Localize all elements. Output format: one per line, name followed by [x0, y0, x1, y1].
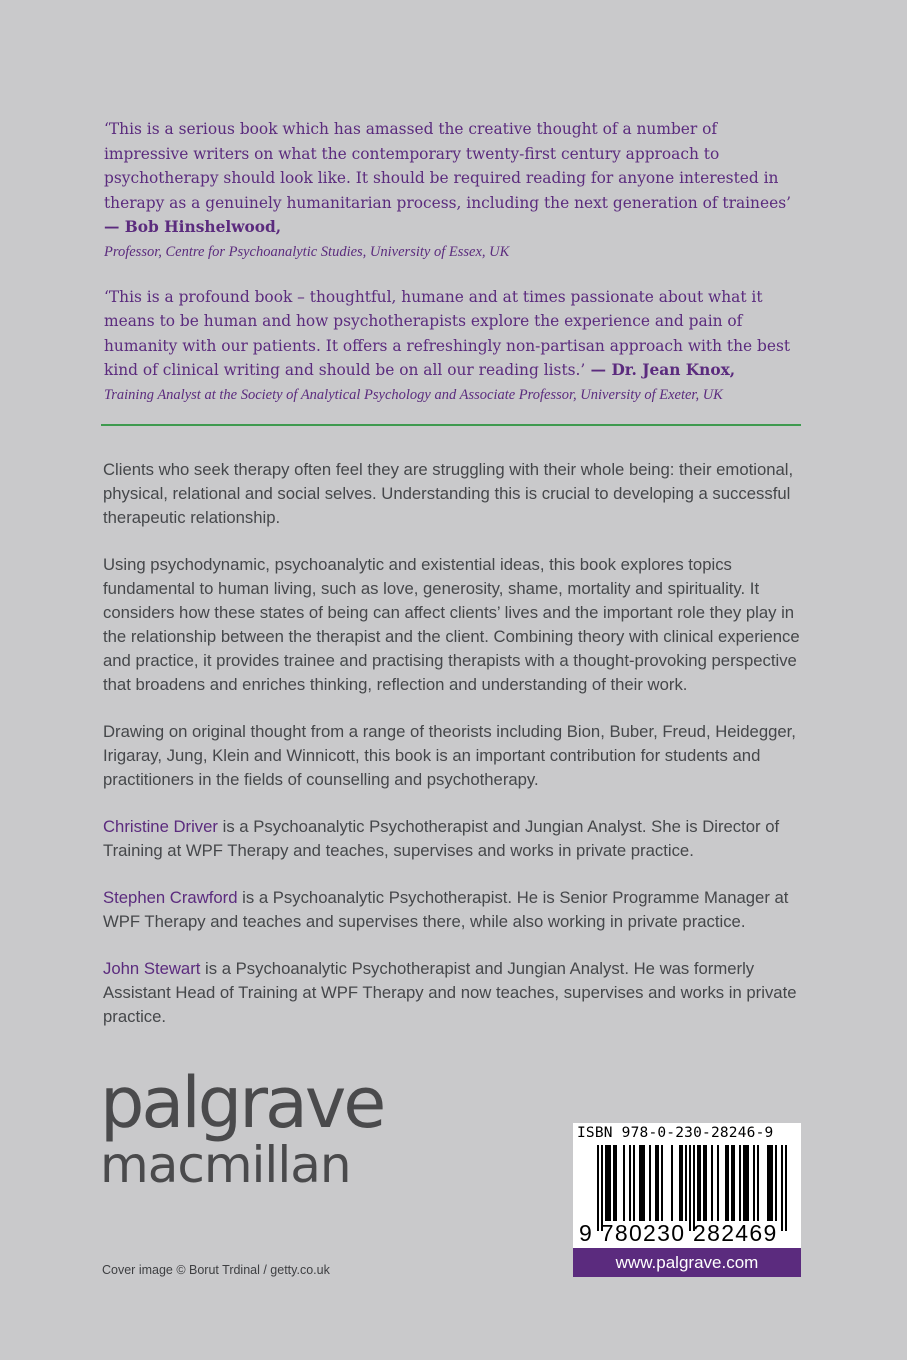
endorsement-text: ‘This is a serious book which has amassed the creative thought of a number of impressive writers on what the contemporary twenty-first century approach to psychotherapy should look like. It should be required reading for anyone interested in therapy as a genuinely humanitarian process, including the next generation of trainees’ [104, 120, 791, 212]
endorsement-author-role: Training Analyst at the Society of Analytical Psychology and Associate Professor, University of Exeter, UK [104, 386, 723, 403]
barcode-bar [689, 1145, 691, 1231]
endorsement-author: Dr. Jean Knox, [611, 361, 736, 379]
author-bio: is a Psychoanalytic Psychotherapist and Jungian Analyst. He was formerly Assistant Head of Training at WPF Therapy and now teaches, supervises and works in private practice. [103, 959, 797, 1026]
barcode-bar [703, 1145, 705, 1221]
barcode-bar [705, 1145, 707, 1221]
endorsement-dash: — [585, 361, 612, 379]
barcode-bar [727, 1145, 729, 1221]
author-name: Christine Driver [103, 817, 218, 836]
barcode-bar [601, 1145, 603, 1231]
endorsement-dash: — [104, 218, 125, 236]
author-bio-stewart [103, 957, 808, 1029]
barcode-bar [639, 1145, 641, 1221]
barcode-bar [775, 1145, 777, 1221]
publisher-logo-line1: palgrave [100, 1062, 384, 1144]
barcode-bar [767, 1145, 769, 1221]
barcode-bar [747, 1145, 749, 1221]
author-bio: is a Psychoanalytic Psychotherapist. He is Senior Programme Manager at WPF Therapy and teaches and supervises there, while also working in private practice. [103, 888, 789, 931]
barcode-bar [597, 1145, 599, 1231]
publisher-website[interactable]: www.palgrave.com [573, 1248, 801, 1277]
barcode-bar [641, 1145, 643, 1221]
barcode-bar [711, 1145, 713, 1221]
author-bio-crawford [103, 886, 808, 934]
publisher-logo [100, 1062, 384, 1194]
barcode-bar [757, 1145, 759, 1221]
barcode-bar [605, 1145, 607, 1221]
isbn-barcode [573, 1123, 801, 1248]
barcode-bar [771, 1145, 773, 1221]
endorsements [104, 117, 804, 428]
barcode-bar [623, 1145, 625, 1221]
endorsement-author: Bob Hinshelwood, [124, 218, 282, 236]
barcode-bar [629, 1145, 631, 1221]
description-paragraph: Drawing on original thought from a range of theorists including Bion, Buber, Freud, Heidegger, Irigaray, Jung, Klein and Winnicott, this book is an important contribution for students and practitioners in the fields of counselling and psychotherapy. [103, 722, 796, 789]
barcode-bar [615, 1145, 617, 1221]
barcode-bar [685, 1145, 687, 1221]
barcode-bar [649, 1145, 651, 1221]
barcode-bar [699, 1145, 701, 1221]
barcode-bar [661, 1145, 663, 1221]
isbn-label: ISBN 978-0-230-28246-9 [577, 1125, 774, 1141]
barcode-bar [609, 1145, 611, 1221]
barcode-bar [671, 1145, 673, 1221]
barcode-bar [769, 1145, 771, 1221]
author-name: Stephen Crawford [103, 888, 238, 907]
barcode-bar [731, 1145, 733, 1221]
barcode-bar [717, 1145, 719, 1221]
cover-image-credit: Cover image © Borut Trdinal / getty.co.uk [102, 1263, 330, 1277]
barcode-bar [725, 1145, 727, 1221]
barcode-bar [697, 1145, 699, 1221]
barcode-bar [781, 1145, 783, 1231]
publisher-logo-line2: macmillan [100, 1136, 351, 1194]
barcode-bar [679, 1145, 681, 1221]
barcode-bar [733, 1145, 735, 1221]
barcode-bar [681, 1145, 683, 1221]
barcode-bar [607, 1145, 609, 1221]
barcode-bar [739, 1145, 741, 1221]
barcode-bar [655, 1145, 657, 1221]
barcode-bar [613, 1145, 615, 1221]
endorsement-text: ‘This is a profound book – thoughtful, humane and at times passionate about what it means to be human and how psychotherapists explore the experience and pain of humanity with our patients. It offers a refreshingly non-partisan approach with the best kind of clinical writing and should be on all our reading lists.’ [104, 287, 791, 379]
description-paragraph: Using psychodynamic, psychoanalytic and existential ideas, this book explores topics fundamental to human living, such as love, generosity, shame, mortality and spirituality. It considers how these states of being can affect clients’ lives and the important role they play in the relationship between the therapist and the client. Combining theory with clinical experience and practice, it provides trainee and practising therapists with a thought-provoking perspective that broadens and enriches thinking, reflection and understanding of their work. [103, 555, 800, 694]
ean-digits: 9 780230 282469 [579, 1220, 778, 1246]
author-name: John Stewart [103, 959, 201, 978]
description-paragraph: Clients who seek therapy often feel they are struggling with their whole being: their emotional, physical, relational and social selves. Understanding this is crucial to developing a successful therapeutic relationship. [103, 460, 794, 527]
barcode-bar [633, 1145, 635, 1221]
barcode-bar [657, 1145, 659, 1221]
endorsement-knox [104, 285, 804, 406]
endorsement-hinshelwood [104, 117, 804, 263]
endorsement-author-role: Professor, Centre for Psychoanalytic Studies, University of Essex, UK [104, 243, 510, 260]
section-divider [101, 424, 801, 426]
barcode-bar [743, 1145, 745, 1221]
barcode-bar [643, 1145, 645, 1221]
barcode-bar [745, 1145, 747, 1221]
author-bio-driver [103, 815, 808, 863]
barcode-bar [785, 1145, 787, 1231]
barcode-bar [753, 1145, 755, 1221]
book-description [103, 458, 808, 1052]
author-bio: is a Psychoanalytic Psychotherapist and Jungian Analyst. She is Director of Training at WPF Therapy and teaches, supervises and works in private practice. [103, 817, 780, 860]
barcode-bar [693, 1145, 695, 1231]
